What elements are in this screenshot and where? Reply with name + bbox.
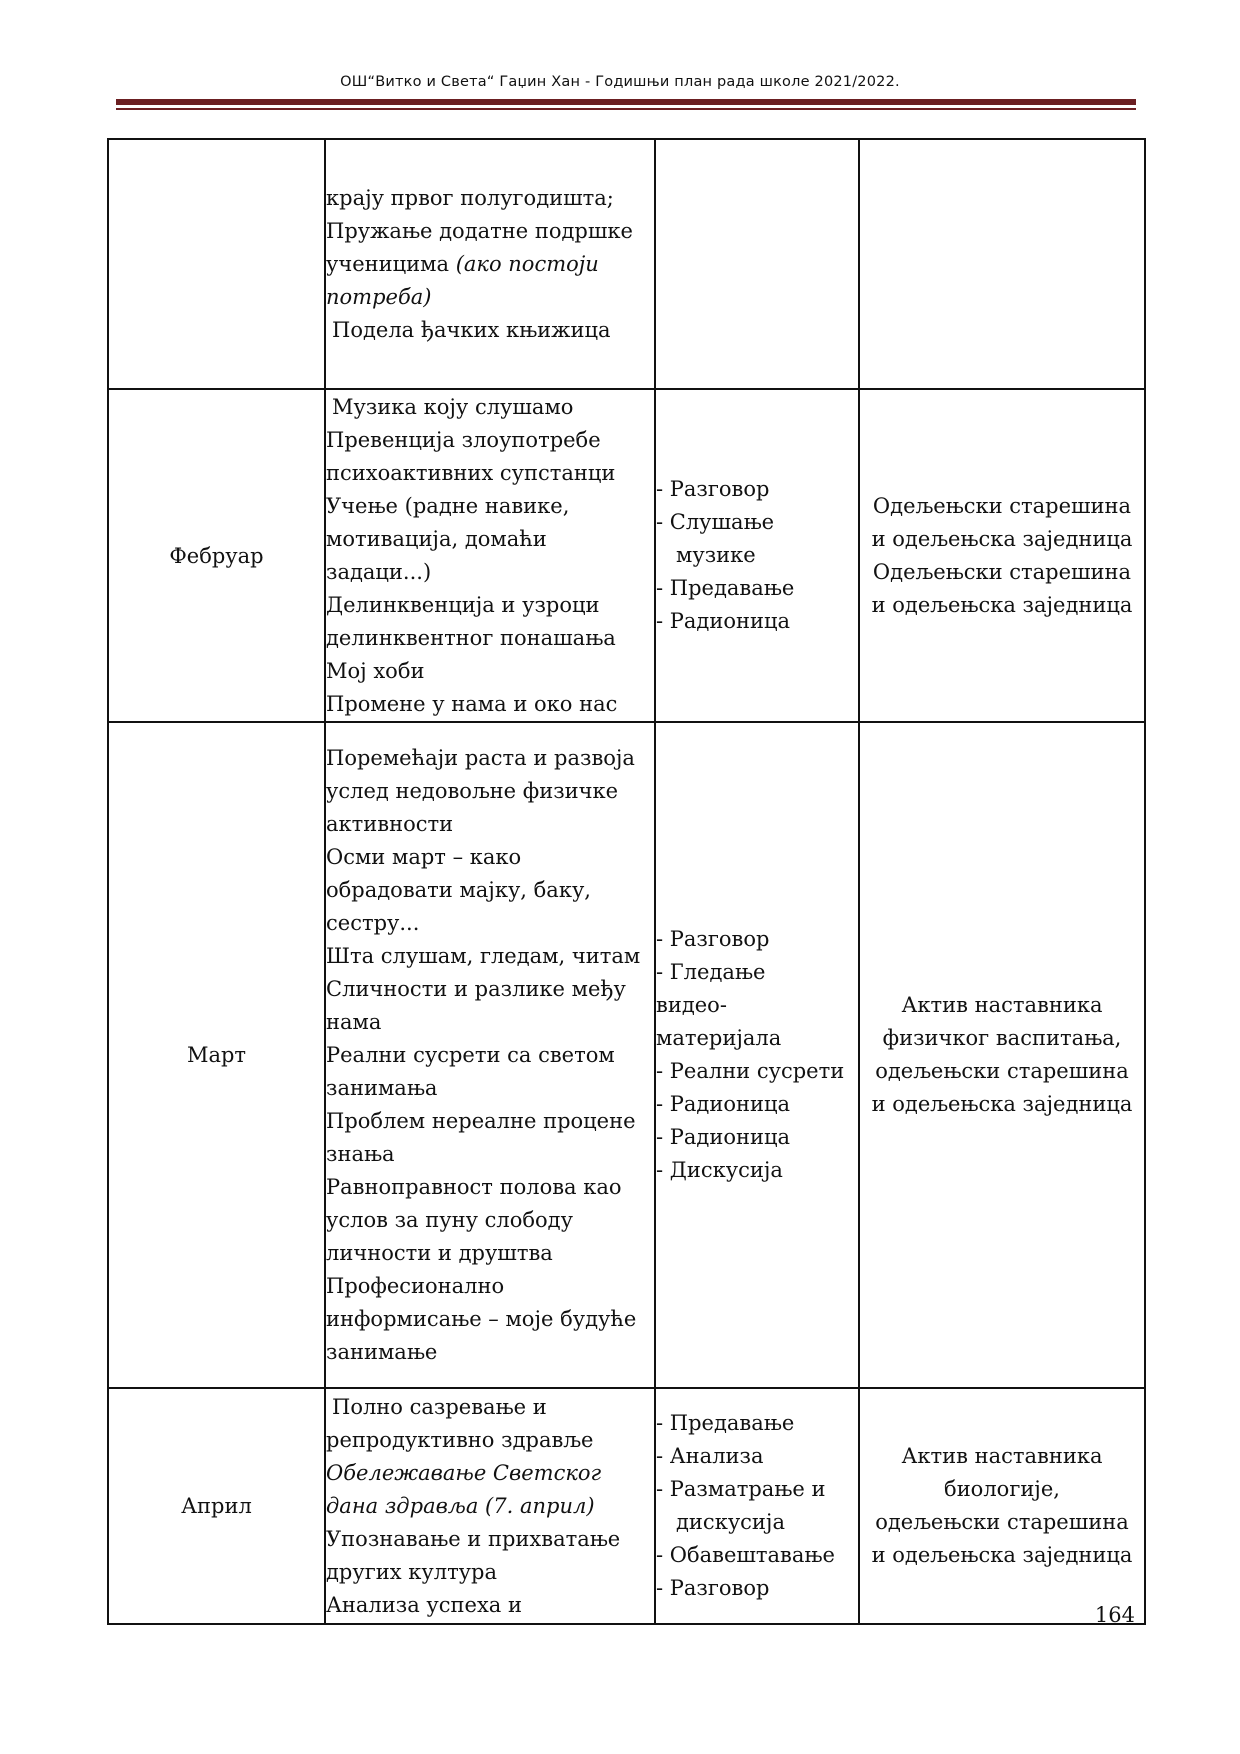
responsible-line: и одељењска заједница	[871, 1543, 1133, 1567]
page-number: 164	[1094, 1603, 1135, 1627]
topic-line: личности и друштва	[326, 1240, 553, 1265]
topic-line: Музика коју слушамо	[332, 394, 574, 419]
topic-line	[326, 248, 654, 281]
topic-line: других култура	[326, 1559, 498, 1584]
topic-line: психоактивних супстанци	[326, 460, 616, 485]
method-line: - Радионица	[656, 1125, 791, 1149]
method-line: - Радионица	[656, 609, 791, 633]
topic-line: Учење (радне навике,	[326, 493, 570, 518]
method-line: - Слушање	[656, 510, 775, 534]
topic-line: услов за пуну слободу	[326, 1207, 573, 1232]
responsible-line: и одељењска заједница	[871, 526, 1133, 551]
method-line: - Обавештавање	[656, 1543, 835, 1567]
method-line: - Радионица	[656, 1092, 791, 1116]
method-line: - Предавање	[656, 1411, 795, 1435]
method-line: - Разговор	[656, 477, 770, 501]
topic-line: Упознавање и прихватање	[326, 1526, 621, 1551]
topic-line: Превенција злоупотребе	[326, 427, 601, 452]
responsible-line: биологије,	[944, 1477, 1060, 1501]
topic-line: задаци...)	[326, 559, 432, 584]
method-line: - Реални сусрети	[656, 1059, 845, 1083]
method-line: - Дискусија	[656, 1158, 783, 1182]
topic-line: занимање	[326, 1339, 438, 1364]
topic-line: Промене у нама и око нас	[326, 691, 618, 716]
topic-line: репродуктивно здравље	[326, 1427, 594, 1452]
method-line: - Предавање	[656, 576, 795, 600]
topic-line	[326, 281, 654, 314]
method-line: - Анализа	[656, 1444, 764, 1468]
responsible-line: одељењски старешина	[875, 1059, 1129, 1083]
topic-line: Поремећаји раста и развоја	[326, 745, 635, 770]
topic-line: Професионално	[326, 1273, 505, 1298]
topic-line: Пружање додатне подршке	[326, 218, 633, 243]
method-line: - Разговор	[656, 927, 770, 951]
responsible-line: Одељењски старешина	[872, 559, 1132, 584]
responsible-line: Одељењски старешина	[872, 493, 1132, 518]
responsible-line: физичког васпитања,	[882, 1026, 1122, 1050]
topic-line: мотивација, домаћи	[326, 526, 547, 551]
table-row	[108, 139, 1145, 389]
topic-line: сестру...	[326, 910, 420, 935]
responsible-cell	[859, 389, 1145, 722]
topic-text: ученицима	[326, 251, 456, 276]
method-line: видео-	[656, 993, 727, 1017]
topics-cell	[325, 139, 655, 389]
month-label: Април	[181, 1494, 252, 1518]
topic-line: Мој хоби	[326, 658, 425, 683]
responsible-line: Актив наставника	[901, 993, 1103, 1017]
responsible-cell	[859, 139, 1145, 389]
topics-cell	[325, 1388, 655, 1624]
methods-cell	[655, 389, 859, 722]
methods-cell	[655, 1388, 859, 1624]
topic-line: Шта слушам, гледам, читам	[326, 943, 641, 968]
topic-line: активности	[326, 811, 454, 836]
methods-cell	[655, 139, 859, 389]
topics-cell	[325, 722, 655, 1388]
method-line: - Разговор	[656, 1576, 770, 1600]
responsible-cell	[859, 722, 1145, 1388]
method-line: музике	[676, 543, 756, 567]
responsible-line: и одељењска заједница	[871, 592, 1133, 617]
month-cell	[108, 389, 325, 722]
topic-line: делинквентног понашања	[326, 625, 616, 650]
topic-line: нама	[326, 1009, 382, 1034]
topic-text-italic: Обележавање Светског	[326, 1460, 602, 1485]
topic-line: Проблем нереалне процене	[326, 1108, 636, 1133]
month-cell	[108, 722, 325, 1388]
month-cell	[108, 139, 325, 389]
topic-line: обрадовати мајку, баку,	[326, 877, 591, 902]
topic-line: Осми март – како	[326, 844, 522, 869]
topic-line: крају првог полугодишта;	[326, 185, 614, 210]
responsible-line: и одељењска заједница	[871, 1092, 1133, 1116]
topic-line	[326, 1457, 654, 1490]
method-line: - Гледање	[656, 960, 766, 984]
topic-line: занимања	[326, 1075, 438, 1100]
topic-line: услед недовољне физичке	[326, 778, 619, 803]
topic-line: Сличности и разлике међу	[326, 976, 626, 1001]
topics-cell	[325, 389, 655, 722]
topic-line: Подела ђачких књижица	[332, 317, 611, 342]
method-line: материјала	[656, 1026, 782, 1050]
header-rule-thick	[116, 99, 1136, 105]
table-row	[108, 722, 1145, 1388]
topic-line: Полно сазревање и	[332, 1394, 547, 1419]
topic-line	[326, 1490, 654, 1523]
methods-cell	[655, 722, 859, 1388]
topic-text-italic: дана здравља (7. април)	[326, 1493, 595, 1518]
topic-line: знања	[326, 1141, 395, 1166]
topic-line: Реални сусрети са светом	[326, 1042, 615, 1067]
month-cell	[108, 1388, 325, 1624]
responsible-line: Актив наставника	[901, 1444, 1103, 1468]
topic-line: информисање – моје будуће	[326, 1306, 637, 1331]
header-rule-thin	[116, 108, 1136, 110]
topic-line: Делинквенција и узроци	[326, 592, 600, 617]
activity-plan-table	[107, 138, 1146, 1625]
month-label: Март	[186, 1043, 247, 1067]
month-label: Фебруар	[169, 543, 264, 568]
topic-text-italic: потреба)	[326, 284, 432, 309]
topic-line: Равноправност полова као	[326, 1174, 622, 1199]
table-row	[108, 1388, 1145, 1624]
topic-line: Анализа успеха и	[326, 1592, 522, 1617]
responsible-cell	[859, 1388, 1145, 1624]
method-line: - Разматрање и	[656, 1477, 826, 1501]
table-row	[108, 389, 1145, 722]
method-line: дискусија	[676, 1510, 785, 1534]
topic-text-italic: (ако постоји	[455, 251, 599, 276]
page-header: ОШ“Витко и Света“ Гаџин Хан - Годишњи план рада школе 2021/2022.	[340, 74, 900, 90]
responsible-line: одељењски старешина	[875, 1510, 1129, 1534]
